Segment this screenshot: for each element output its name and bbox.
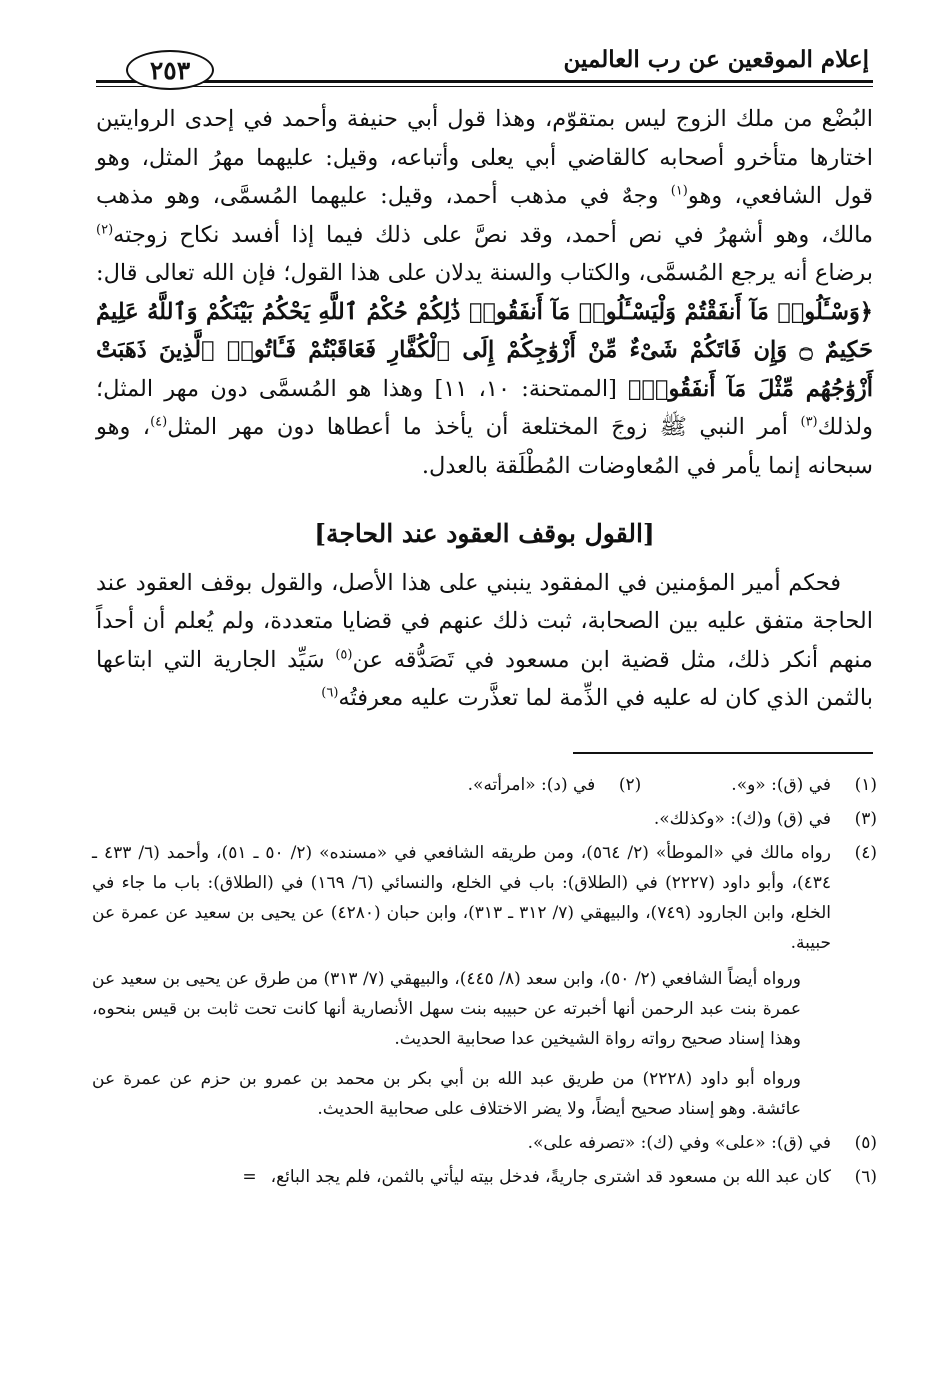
footnote-ref[interactable]: (٤) bbox=[150, 414, 168, 430]
text-span: البُضْع من ملك الزوج ليس بمتقوّم، وهذا قول أبي حنيفة وأحمد في إحدى الروايتين اختارها متأخرو أصحابه كالقاضي أبي يعلى وأتباعه، وقيل: عليهما مهرُ المثل، وهو قول الشافعي، وهو bbox=[96, 106, 874, 209]
footnote-continuation: ورواه أبو داود (٢٢٢٨) من طريق عبد الله بن أبي بكر بن محمد بن عمرو بن حزم عن عمرة عن عائشة. وهو إسناد صحيح أيضاً، ولا يضر الاختلاف على صحابية الحديث. bbox=[92, 1069, 801, 1119]
footnote-ref[interactable]: (١) bbox=[670, 183, 688, 199]
footnote-ref[interactable]: (٢) bbox=[96, 222, 114, 237]
footnote bbox=[731, 770, 877, 800]
page-header bbox=[96, 38, 873, 90]
footnote-text: في (ق): «على» وفي (ك): «تصرفه على». bbox=[527, 1133, 831, 1153]
footnote-text: في (ق): «و». bbox=[731, 775, 831, 795]
footnote-text: في (د): «امرأته». bbox=[467, 775, 596, 795]
footnote bbox=[92, 838, 877, 1124]
text-span: أمر النبي ﷺ زوجَ المختلعة أن يأخذ ما أعطاها دون مهر المثل bbox=[167, 414, 801, 440]
running-title: إعلام الموقعين عن رب العالمين bbox=[563, 46, 869, 73]
header-rule-thin bbox=[96, 86, 873, 87]
paragraph bbox=[96, 100, 873, 485]
text-span: برضاع أنه يرجع المُسمَّى، والكتاب والسنة يدلان على هذا القول؛ فإن الله تعالى قال: bbox=[96, 260, 873, 286]
footnote bbox=[468, 770, 642, 800]
footnote-number: (٦) bbox=[854, 1167, 877, 1187]
paragraph bbox=[96, 564, 873, 718]
footnote-text: كان عبد الله بن مسعود قد اشترى جاريةً، فدخل بيته ليأتي بالثمن، فلم يجد البائع، bbox=[270, 1167, 831, 1187]
continuation-mark: = bbox=[242, 1167, 257, 1187]
section-heading: [القول بوقف العقود عند الحاجة] bbox=[314, 519, 655, 548]
footnote bbox=[92, 1128, 877, 1158]
footnote-ref[interactable]: (٦) bbox=[321, 685, 339, 701]
text-span: سَيِّد الجارية التي ابتاعها بالثمن الذي كان له عليه في الذِّمة لما تعذَّرت عليه معرفتُه bbox=[96, 646, 873, 711]
main-text bbox=[96, 100, 873, 718]
footnote-text: رواه مالك في «الموطأ» (٢/ ٥٦٤)، ومن طريقه الشافعي في «مسنده» (٢/ ٥٠ ـ ٥١)، وأحمد (٦/ ٤٣٣ ـ ٤٣٤)، وأبو داود (٢٢٢٧) في (الطلاق): باب في الخلع، والنسائي (٦/ ١٦٩) في (الطلاق): باب ما جاء في الخلع، وابن الجارود (٧٤٩)، والبيهقي (٧/ ٣١٢ ـ ٣١٣)، وابن حبان (٤٢٨٠) عن يحيى بن سعيد عن عمرة عن حبيبة. bbox=[92, 843, 831, 953]
text-span: فحكم أمير المؤمنين في المفقود ينبني على هذا الأصل، والقول بوقف العقود عند الحاجة متفق عليه بين الصحابة، ثبت ذلك عنهم في قضايا متعددة، ولم يُعلم أن أحداً منهم أنكر ذلك، مثل قضية ابن مسعود في تَصَدُّقه عن bbox=[96, 569, 873, 673]
quran-verse: ﴿وَسْـَٔلُوا۟ مَآ أَنفَقْتُمْ وَلْيَسْـَٔلُوا۟ مَآ أَنفَقُوا۟ ذَٰلِكُمْ حُكْمُ ٱللَّهِ يَحْكُمُ بَيْنَكُمْ وَٱللَّهُ عَلِيمٌ حَكِيمٌ ۝ وَإِن فَاتَكُمْ شَىْءٌ مِّنْ أَزْوَٰجِكُمْ إِلَى ٱلْكُفَّارِ فَعَاقَبْتُمْ فَـَٔاتُوا۟ ٱلَّذِينَ ذَهَبَتْ أَزْوَٰجُهُم مِّثْلَ مَآ أَنفَقُوا۟﴾ bbox=[96, 298, 873, 402]
footnote-continuation: ورواه أيضاً الشافعي (٢/ ٥٠)، وابن سعد (٨/ ٤٤٥)، والبيهقي (٧/ ٣١٣) من طرق عن يحيى بن سعيد عن عمرة بنت عبد الرحمن أنها أخبرته عن حبيبه بنت سهل الأنصارية أنها كانت تحت ثابت بن قيس بنحوه، وهذا إسناد صحيح رواته رواة الشيخين عدا صحابية الحديث. bbox=[92, 969, 801, 1049]
text-span: ، وهو سبحانه إنما يأمر في المُعاوضات المُطْلَقة بالعدل. bbox=[96, 414, 873, 479]
footnote-number: (٥) bbox=[854, 1133, 877, 1153]
footnote-number: (٣) bbox=[854, 809, 877, 829]
text-span: [الممتحنة: ١٠، ١١] وهذا هو المُسمَّى دون مهر المثل؛ ولذلك bbox=[96, 375, 873, 440]
footnote-ref[interactable]: (٣) bbox=[800, 414, 818, 430]
footnote bbox=[92, 1162, 877, 1192]
header-rule-thick bbox=[96, 80, 873, 83]
text-span: وجهٌ في مذهب أحمد، وقيل: عليهما المُسمَّى، وهو مذهب مالك، وهو أشهرُ في نص أحمد، وقد نصَّ على ذلك فيما إذا أفسد نكاح زوجته bbox=[96, 183, 873, 248]
footnote-number: (٢) bbox=[618, 775, 642, 795]
footnote-separator bbox=[573, 752, 873, 754]
footnote-row bbox=[92, 770, 877, 804]
footnote-ref[interactable]: (٥) bbox=[335, 647, 353, 662]
footnotes bbox=[92, 770, 877, 1196]
footnote-number: (١) bbox=[854, 775, 877, 795]
footnote-text: في (ق) و(ك): «وكذلك». bbox=[653, 809, 831, 829]
footnote-number: (٤) bbox=[854, 843, 877, 863]
page-number: ٢٥٣ bbox=[126, 50, 214, 90]
footnote bbox=[92, 804, 877, 834]
